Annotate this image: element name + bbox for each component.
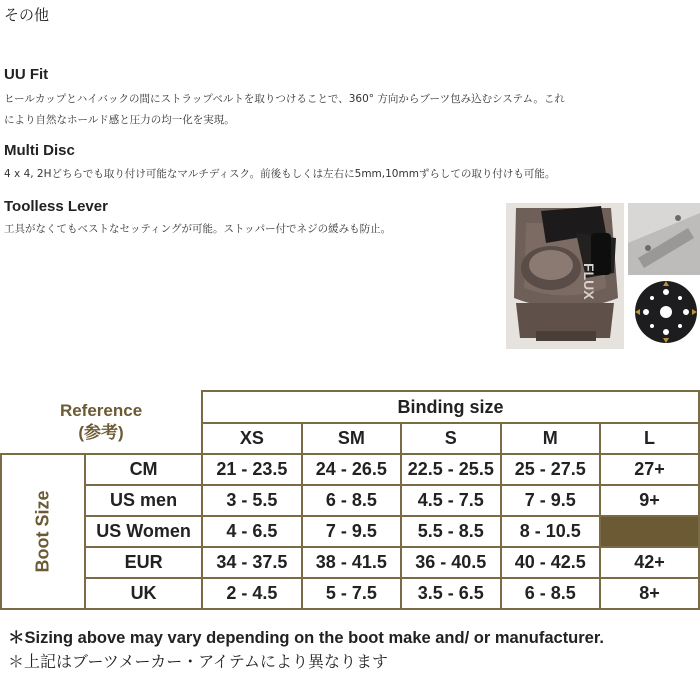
table-cell: 4.5 - 7.5 (401, 485, 500, 516)
table-cell: 36 - 40.5 (401, 547, 500, 578)
brand-text: FLUX (581, 263, 597, 300)
feature-title-uu-fit: UU Fit (4, 66, 49, 83)
row-head-eur: EUR (85, 547, 202, 578)
lever-detail-photo (628, 203, 700, 275)
table-cell: 4 - 6.5 (202, 516, 301, 547)
table-cell: 7 - 9.5 (501, 485, 600, 516)
binding-size-header: Binding size (202, 391, 699, 423)
table-cell: 3 - 5.5 (202, 485, 301, 516)
desc-line: 工具がなくてもベストなセッティングが可能。ストッパー付でネジの緩みも防止。 (4, 223, 392, 235)
table-cell: 5.5 - 8.5 (401, 516, 500, 547)
table-cell: 3.5 - 6.5 (401, 578, 500, 609)
feature-title-toolless-lever: Toolless Lever (4, 198, 108, 215)
table-cell: 25 - 27.5 (501, 454, 600, 485)
table-cell: 38 - 41.5 (302, 547, 401, 578)
boot-size-cell (1, 454, 85, 609)
binding-illustration (506, 203, 624, 349)
feature-title-multi-disc: Multi Disc (4, 142, 75, 159)
col-head-xs: XS (202, 423, 301, 454)
table-cell: 22.5 - 25.5 (401, 454, 500, 485)
section-title: その他 (4, 6, 50, 24)
row-head-uk: UK (85, 578, 202, 609)
table-cell: 40 - 42.5 (501, 547, 600, 578)
table-cell: 6 - 8.5 (501, 578, 600, 609)
row-head-cm: CM (85, 454, 202, 485)
desc-line: により自然なホールド感と圧力の均一化を実現。 (4, 114, 235, 126)
table-cell-empty (600, 516, 699, 547)
reference-label: Reference (59, 401, 143, 420)
table-cell: 34 - 37.5 (202, 547, 301, 578)
boot-size-label: Boot Size (32, 490, 53, 573)
col-head-l: L (600, 423, 699, 454)
desc-line: 4 x 4, 2Hどちらでも取り付け可能なマルチディスク。前後もしくは左右に5mm,10mmずらしての取り付けも可能。 (4, 168, 556, 180)
table-cell: 24 - 26.5 (302, 454, 401, 485)
table-row (1, 547, 699, 578)
table-cell: 2 - 4.5 (202, 578, 301, 609)
table-cell: 5 - 7.5 (302, 578, 401, 609)
lever-illustration (628, 203, 700, 275)
table-cell: 8 - 10.5 (501, 516, 600, 547)
feature-desc-toolless-lever (4, 219, 499, 240)
desc-line: ヒールカップとハイバックの間にストラップベルトを取りつけることで、360° 方向からブーツ包み込むシステム。これ (4, 93, 565, 105)
table-cell: 6 - 8.5 (302, 485, 401, 516)
col-head-s: S (401, 423, 500, 454)
table-row (1, 516, 699, 547)
table-cell: 7 - 9.5 (302, 516, 401, 547)
row-head-us-men: US men (85, 485, 202, 516)
note-japanese: ＊上記はブーツメーカー・アイテムにより異なります (8, 652, 389, 671)
disc-photo (628, 278, 700, 350)
note-english: ＊Sizing above may vary depending on the boot make and/ or manufacturer. (8, 629, 604, 647)
table-cell: 21 - 23.5 (202, 454, 301, 485)
size-chart-table (0, 390, 700, 610)
reference-cell (1, 391, 202, 454)
feature-desc-multi-disc (4, 164, 699, 185)
binding-photo (506, 203, 624, 349)
feature-desc-uu-fit (4, 89, 699, 131)
table-cell: 27+ (600, 454, 699, 485)
table-row (1, 578, 699, 609)
table-cell: 8+ (600, 578, 699, 609)
col-head-m: M (501, 423, 600, 454)
disc-illustration (628, 278, 700, 350)
table-header-row (1, 391, 699, 423)
reference-sub: (参考) (78, 423, 124, 442)
table-row (1, 485, 699, 516)
row-head-us-women: US Women (85, 516, 202, 547)
table-row (1, 454, 699, 485)
table-cell: 42+ (600, 547, 699, 578)
col-head-sm: SM (302, 423, 401, 454)
table-cell: 9+ (600, 485, 699, 516)
